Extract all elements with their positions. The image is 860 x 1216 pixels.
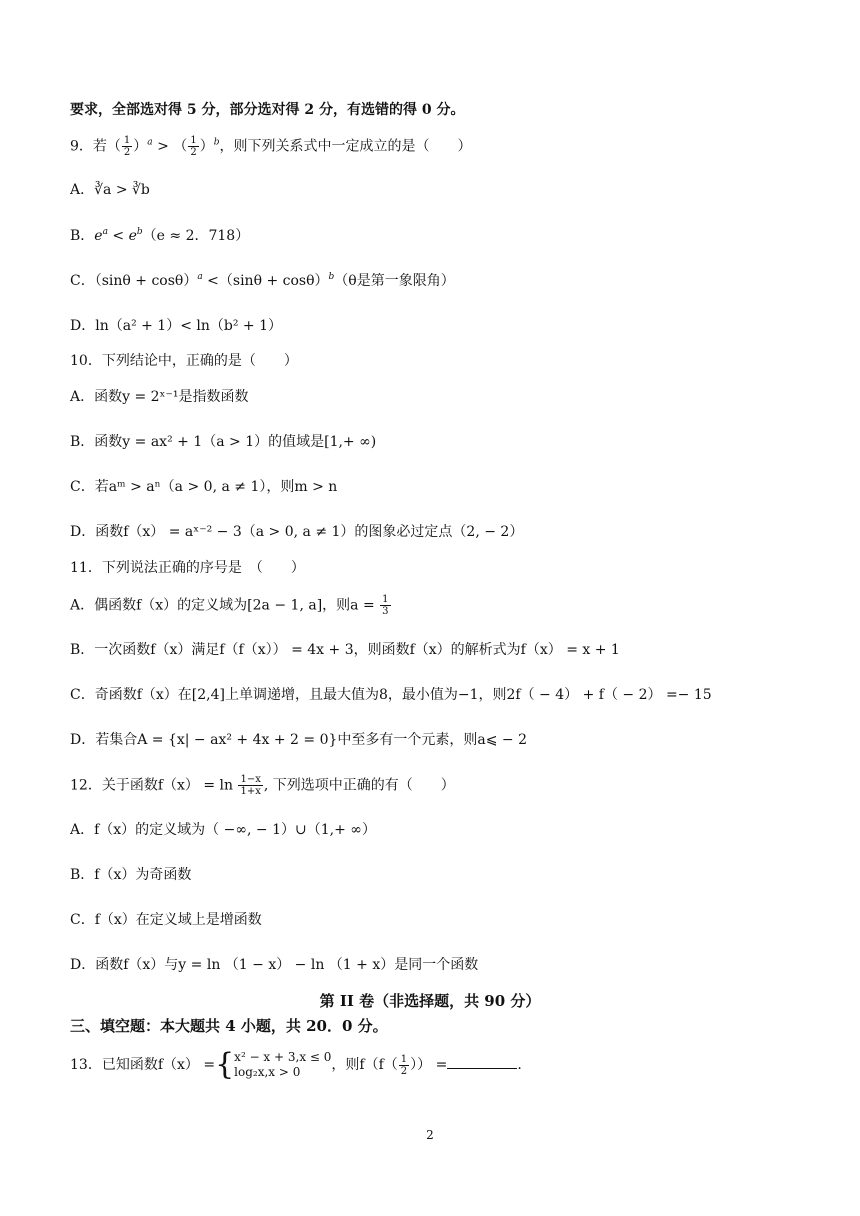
question-9-option-c[interactable]: C．$(\sin\theta + \cos\theta)^a <(\sin\theta + \cos\theta)^b(\theta$是第一象限角） (70, 272, 455, 289)
question-11-option-b[interactable]: B．一次函数f（x）满足f（f（x）） = 4x + 3，则函数f（x）的解析式为f（x） = x + 1 (70, 642, 620, 658)
question-12-option-a[interactable]: A．f（x）的定义域为（ −∞, − 1）∪（1,+ ∞） (70, 822, 376, 838)
question-11-stem: 11．下列说法正确的序号是 （ ） (70, 560, 305, 576)
question-11-option-d[interactable]: D．若集合A = {x| − ax² + 4x + 2 = 0}中至多有一个元素，则a⩽ − 2 (70, 732, 528, 748)
question-10-option-d[interactable]: D．函数f（x） = aˣ⁻² − 3（a > 0, a ≠ 1）的图象必过定点（2, − 2） (70, 524, 524, 540)
page-number: 2 (426, 1128, 434, 1142)
question-10-option-b[interactable]: B．函数y = ax² + 1（a > 1）的值域是[1,+ ∞) (70, 434, 377, 450)
section-2-title: 第 II 卷（非选择题，共 90 分） (319, 992, 541, 1010)
instructions: 要求，全部选对得 5 分，部分选对得 2 分，有选错的得 0 分。 (70, 102, 465, 118)
question-11-option-a[interactable]: A．偶函数f（x）的定义域为[2a − 1, a]，则a = $\frac{1}{3}$ (70, 594, 389, 617)
question-11-option-c[interactable]: C．奇函数f（x）在[2,4]上单调递增，且最大值为8，最小值为−1，则2f（ − 4） + f（ − 2） =− 15 (70, 687, 712, 703)
answer-blank[interactable] (447, 1054, 517, 1069)
question-12-stem: 12．关于函数f（x） = ln $\frac{1-x}{1+x}$ , 下列选项中正确的有（ ） (70, 774, 455, 797)
question-9-option-a[interactable]: A．∛a > ∛b (70, 182, 150, 198)
question-9-option-d[interactable]: D．ln（a² + 1）< ln（b² + 1） (70, 318, 283, 334)
question-12-option-b[interactable]: B．f（x）为奇函数 (70, 867, 192, 883)
question-12-option-d[interactable]: D．函数f（x）与y = ln （1 − x） − ln （1 + x）是同一个函数 (70, 957, 479, 973)
section-3-title: 三、填空题：本大题共 4 小题，共 20．0 分。 (70, 1017, 388, 1035)
question-9-option-b[interactable]: B．$e^a < e^b(e \approx 2$．718） (70, 227, 250, 244)
question-10-option-c[interactable]: C．若aᵐ > aⁿ（a > 0, a ≠ 1），则m > n (70, 479, 338, 495)
question-10-option-a[interactable]: A．函数y = 2ˣ⁻¹是指数函数 (70, 389, 249, 405)
question-10-stem: 10．下列结论中，正确的是（ ） (70, 353, 298, 369)
question-9-stem: 9．若（ $\frac{1}{2}$ ）$^a$ > （ $\frac{1}{2}$ ）$^b$，则下列关系式中一定成立的是（ ） (70, 135, 472, 158)
question-12-option-c[interactable]: C．f（x）在定义域上是增函数 (70, 912, 262, 928)
question-13-stem: 13．已知函数f（x） ={ x² − x + 3,x ≤ 0 log₂x,x > 0 ，则f（f（ $\frac{1}{2}$ ）） = . (70, 1047, 522, 1082)
